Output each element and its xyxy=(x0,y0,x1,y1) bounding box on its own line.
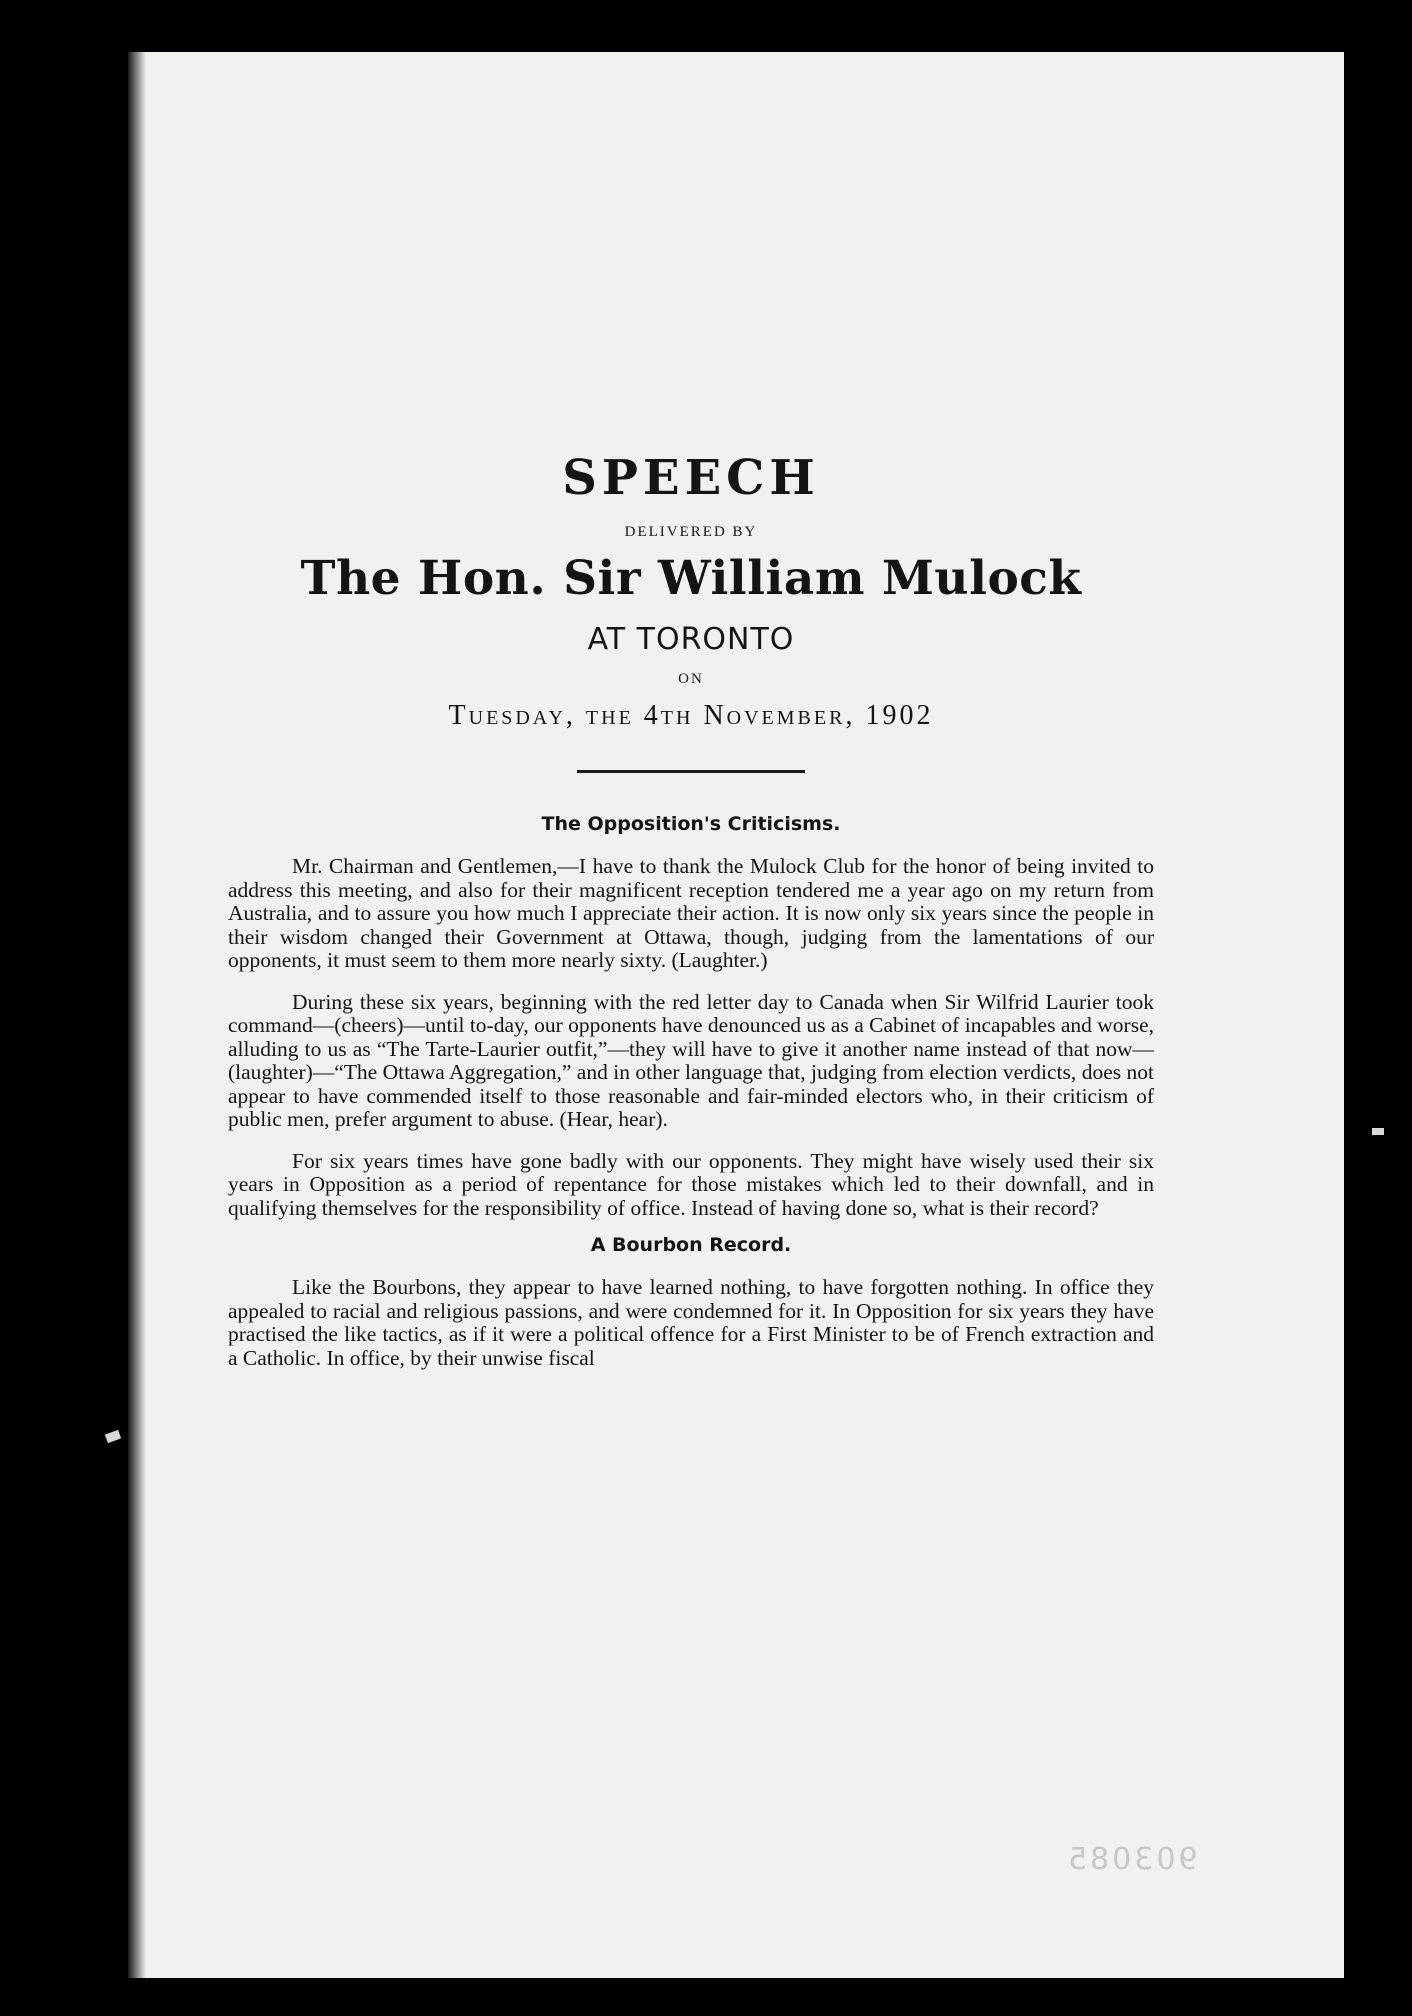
faded-stamp: 903085 xyxy=(1065,1842,1198,1877)
divider-rule xyxy=(577,770,805,773)
section-bourbon-record xyxy=(228,1234,1154,1370)
document-content xyxy=(228,450,1154,1388)
section-opposition-criticisms xyxy=(228,813,1154,1220)
page-edge-shadow xyxy=(128,52,146,1978)
delivered-by-label: DELIVERED BY xyxy=(624,524,758,540)
paragraph: Mr. Chairman and Gentlemen,—I have to thank the Mulock Club for the honor of being invited to address this meeting, and also for their magnificent reception tendered me a year ago on my return from Australia, and to assure you how much I appreciate their action. It is now only six years since the people in their wisdom changed their Government at Ottawa, though, judging from the lamentations of our opponents, it must seem to them more nearly sixty. (Laughter.) xyxy=(228,854,1154,972)
section-heading: A Bourbon Record. xyxy=(590,1234,792,1256)
section-heading: The Opposition's Criticisms. xyxy=(541,813,841,835)
paragraph: Like the Bourbons, they appear to have learned nothing, to have forgotten nothing. In office they appealed to racial and religious passions, and were condemned for it. In Opposition for six years they have practised the like tactics, as if it were a political offence for a First Minister to be of French extraction and a Catholic. In office, by their unwise fiscal xyxy=(228,1275,1154,1370)
speech-title: SPEECH xyxy=(562,450,820,506)
paragraph: For six years times have gone badly with our opponents. They might have wisely used their six years in Opposition as a period of repentance for those mistakes which led to their downfall, and in qualifying themselves for the responsibility of office. Instead of having done so, what is their record? xyxy=(228,1148,1154,1220)
on-label: ON xyxy=(678,671,704,687)
scan-speck xyxy=(1372,1128,1384,1135)
speech-location: AT TORONTO xyxy=(587,622,795,657)
paragraph: During these six years, beginning with the red letter day to Canada when Sir Wilfrid Laurier took command—(cheers)—until to-day, our opponents have denounced us as a Cabinet of incapables and worse, alluding to us as “The Tarte-Laurier outfit,”—they will have to give it another name instead of that now—(laughter)—“The Ottawa Aggregation,” and in other language that, judging from election verdicts, does not appear to have commended itself to those reasonable and fair-minded electors who, in their criticism of public men, prefer argument to abuse. (Hear, hear). xyxy=(228,989,1154,1131)
speech-date: Tuesday, the 4th November, 1902 xyxy=(448,700,934,731)
speaker-name: The Hon. Sir William Mulock xyxy=(300,551,1082,606)
